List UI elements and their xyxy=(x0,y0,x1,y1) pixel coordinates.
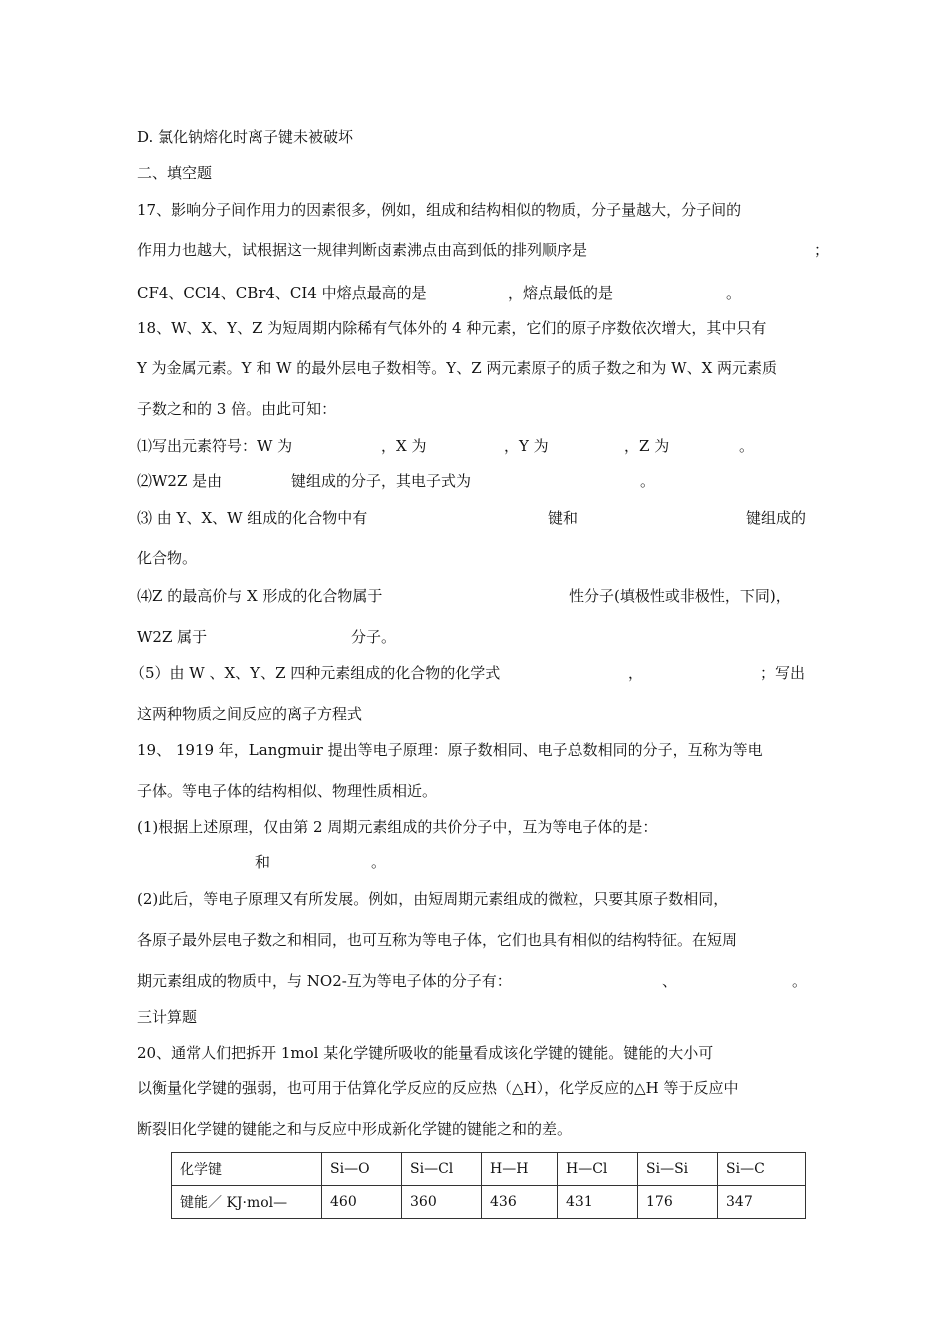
q18-part4-line-2: W2Z 属于 xyxy=(137,628,208,646)
q19-part2-line-1: (2)此后，等电子原理又有所发展。例如，由短周期元素组成的微粒，只要其原子数相同， xyxy=(137,890,729,908)
q18-part3: ⑶ 由 Y、X、W 组成的化合物中有 xyxy=(137,509,368,527)
q19-line-1: 19、 1919 年，Langmuir 提出等电子原理：原子数相同、电子总数相同的分子，互称为等电 xyxy=(137,741,763,759)
q19-part2-line-3: 期元素组成的物质中，与 NO2-互为等电子体的分子有： xyxy=(137,972,512,990)
table-header-cell: H—H xyxy=(482,1153,558,1186)
q18-part5-end: ；写出 xyxy=(760,664,806,682)
q17-line-3-mid: ，熔点最低的是 xyxy=(508,284,614,302)
q18-part1-y: ，Y 为 xyxy=(504,437,549,455)
q18-part1-z: ，Z 为 xyxy=(624,437,670,455)
q18-part4-line-2-end: 分子。 xyxy=(351,628,397,646)
table-row xyxy=(172,1186,806,1219)
table-header-cell: H—Cl xyxy=(558,1153,638,1186)
table-header-row xyxy=(172,1153,806,1186)
table-header-cell: Si—Si xyxy=(638,1153,718,1186)
option-d: D. 氯化钠熔化时离子键未被破坏 xyxy=(137,128,354,146)
table-cell: 176 xyxy=(638,1186,718,1219)
q18-part3-mid: 键和 xyxy=(548,509,579,527)
q18-part4-mid: 性分子(填极性或非极性，下同)， xyxy=(569,587,791,605)
q18-line-1: 18、W、X、Y、Z 为短周期内除稀有气体外的 4 种元素，它们的原子序数依次增大，其中只有 xyxy=(137,319,767,337)
q18-part4: ⑷Z 的最高价与 X 形成的化合物属于 xyxy=(137,587,383,605)
q20-line-3: 断裂旧化学键的键能之和与反应中形成新化学键的键能之和的差。 xyxy=(137,1120,573,1138)
table-header-cell: 化学键 xyxy=(172,1153,322,1186)
q18-part3-line-2: 化合物。 xyxy=(137,549,198,567)
q18-part2: ⑵W2Z 是由 xyxy=(137,472,223,490)
q18-part5-comma: ， xyxy=(628,664,644,682)
q18-line-2: Y 为金属元素。Y 和 W 的最外层电子数相等。Y、Z 两元素原子的质子数之和为 W、X 两元素质 xyxy=(137,359,778,377)
q18-part2-mid: 键组成的分子，其电子式为 xyxy=(291,472,472,490)
table-cell: 431 xyxy=(558,1186,638,1219)
q20-line-2: 以衡量化学键的强弱，也可用于估算化学反应的反应热（△H），化学反应的△H 等于反应中 xyxy=(137,1079,739,1097)
table-header-cell: Si—Cl xyxy=(402,1153,482,1186)
table-cell: 347 xyxy=(718,1186,806,1219)
q19-part2-line-2: 各原子最外层电子数之和相同，也可互称为等电子体，它们也具有相似的结构特征。在短周 xyxy=(137,931,738,949)
q19-part2-end: 。 xyxy=(792,972,808,990)
bond-energy-table xyxy=(171,1152,806,1219)
table-cell: 键能／ KJ·mol— xyxy=(172,1186,322,1219)
q18-part1-x: ，X 为 xyxy=(381,437,427,455)
section-heading-calc: 三计算题 xyxy=(137,1008,198,1026)
q19-part2-sep: 、 xyxy=(662,972,678,990)
q19-line-2: 子体。等电子体的结构相似、物理性质相近。 xyxy=(137,782,438,800)
table-cell: 360 xyxy=(402,1186,482,1219)
table-header-cell: Si—O xyxy=(322,1153,402,1186)
q18-part2-end: 。 xyxy=(640,472,656,490)
q17-line-1: 17、影响分子间作用力的因素很多，例如，组成和结构相似的物质，分子量越大，分子间的 xyxy=(137,201,742,219)
q18-part1: ⑴写出元素符号：W 为 xyxy=(137,437,293,455)
q18-part5: （5）由 W 、X、Y、Z 四种元素组成的化合物的化学式 xyxy=(130,664,501,682)
q20-line-1: 20、通常人们把拆开 1mol 某化学键所吸收的能量看成该化学键的键能。键能的大小可 xyxy=(137,1044,714,1062)
q17-line-2: 作用力也越大，试根据这一规律判断卤素沸点由高到低的排列顺序是 xyxy=(137,241,588,259)
q17-line-2-end: ； xyxy=(814,241,830,259)
q19-part1-end: 。 xyxy=(371,853,387,871)
q18-line-3: 子数之和的 3 倍。由此可知： xyxy=(137,400,337,418)
q17-line-3-end: 。 xyxy=(726,284,742,302)
q18-part1-end: 。 xyxy=(739,437,755,455)
q17-line-3: CF4、CCl4、CBr4、CI4 中熔点最高的是 xyxy=(137,284,427,302)
table-header-cell: Si—C xyxy=(718,1153,806,1186)
q18-part5-line-2: 这两种物质之间反应的离子方程式 xyxy=(137,705,363,723)
q19-part1: (1)根据上述原理，仅由第 2 周期元素组成的共价分子中，互为等电子体的是： xyxy=(137,818,658,836)
table-cell: 460 xyxy=(322,1186,402,1219)
table-cell: 436 xyxy=(482,1186,558,1219)
q19-part1-and: 和 xyxy=(255,853,271,871)
q18-part3-end: 键组成的 xyxy=(746,509,807,527)
section-heading-fill-in: 二、填空题 xyxy=(137,164,213,182)
